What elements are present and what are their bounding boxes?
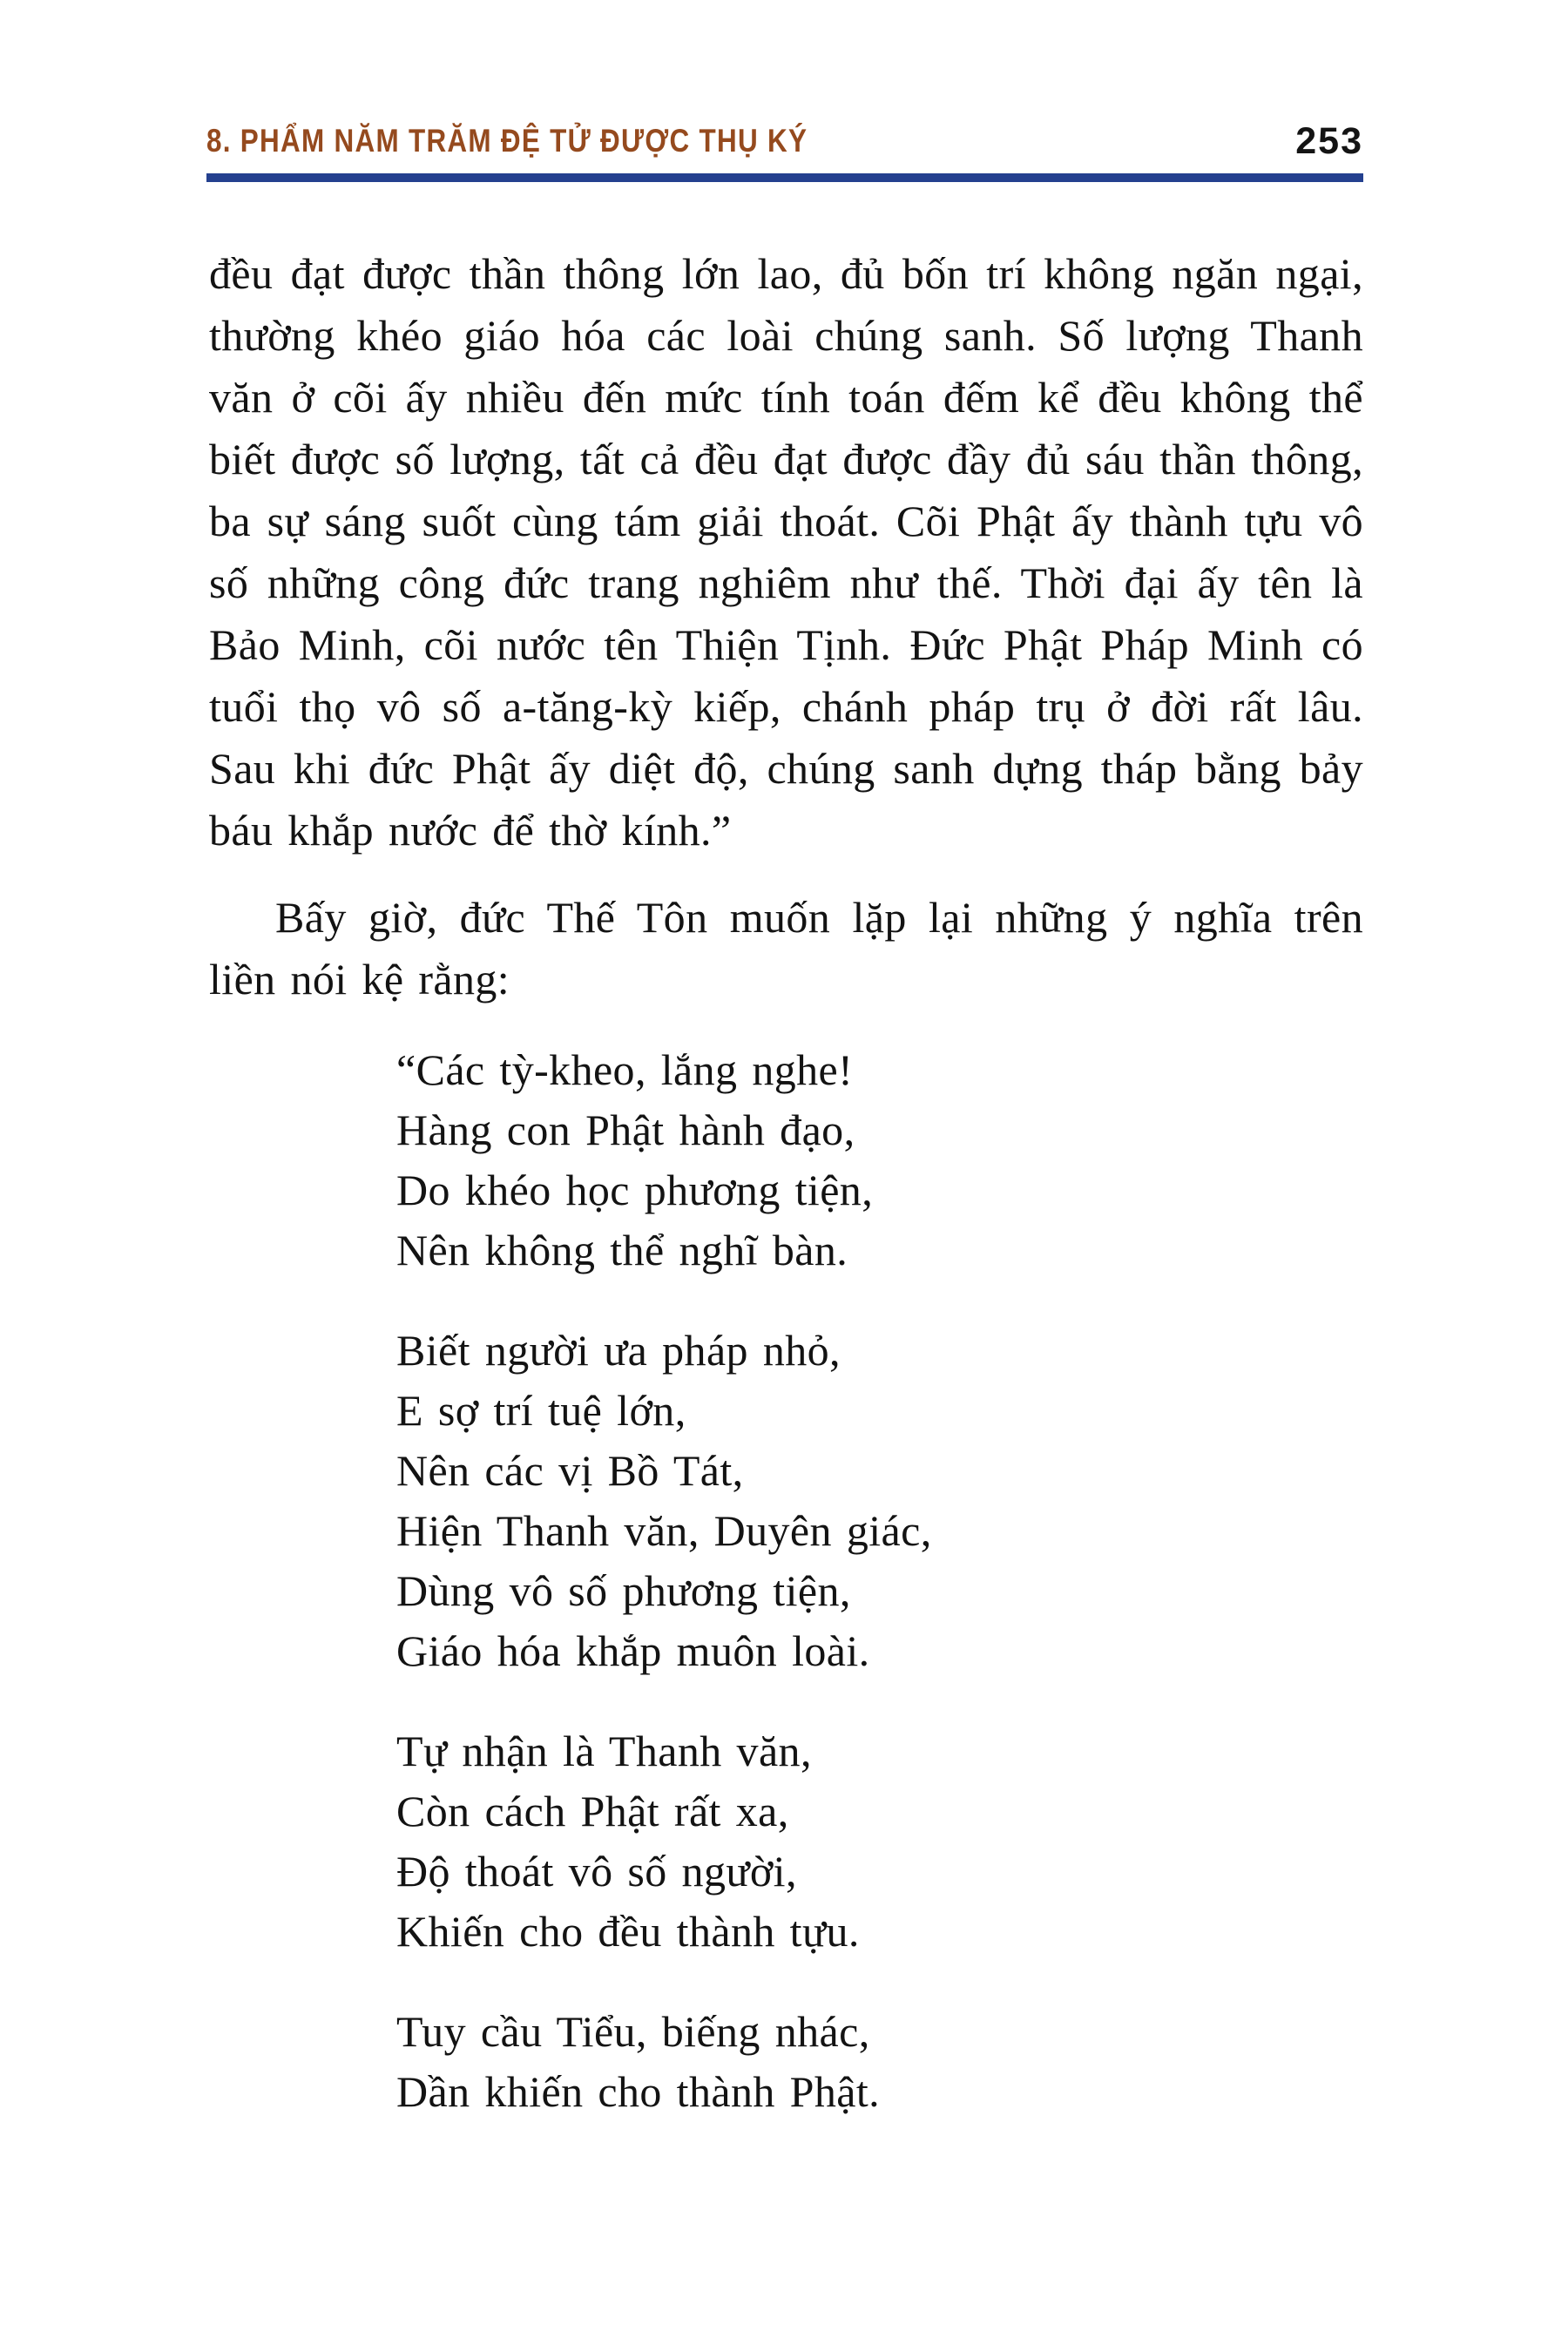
body-paragraph: đều đạt được thần thông lớn lao, đủ bốn trí không ngăn ngại, thường khéo giáo hóa các loài chúng sanh. Số lượng Thanh văn ở cõi ấy nhiều đến mức tính toán đếm kể đều không thể biết được số lượng, tất cả đều đạt được đầy đủ sáu thần thông, ba sự sáng suốt cùng tám giải thoát. Cõi Phật ấy thành tựu vô số những công đức trang nghiêm như thế. Thời đại ấy tên là Bảo Minh, cõi nước tên Thiện Tịnh. Đức Phật Pháp Minh có tuổi thọ vô số a-tăng-kỳ kiếp, chánh pháp trụ ở đời rất lâu. Sau khi đức Phật ấy diệt độ, chúng sanh dựng tháp bằng bảy báu khắp nước để thờ kính.” <box>209 249 1363 855</box>
verse-line: Do khéo học phương tiện, <box>396 1166 874 1214</box>
body-paragraph: Bấy giờ, đức Thế Tôn muốn lặp lại những ý nghĩa trên liền nói kệ rằng: <box>209 893 1363 1004</box>
paragraphs-container <box>209 243 1363 1010</box>
verse-stanza <box>396 1321 1363 1681</box>
page-header <box>206 120 1363 163</box>
verse-stanza <box>396 1721 1363 1962</box>
verse-line: Nên các vị Bồ Tát, <box>396 1446 744 1495</box>
verse-line: Còn cách Phật rất xa, <box>396 1787 789 1835</box>
verse-line: Hàng con Phật hành đạo, <box>396 1105 855 1154</box>
verse-line: Giáo hóa khắp muôn loài. <box>396 1626 870 1675</box>
verse-stanza <box>396 2002 1363 2122</box>
verse-line: Dùng vô số phương tiện, <box>396 1566 851 1615</box>
verse-line: Khiến cho đều thành tựu. <box>396 1907 860 1956</box>
chapter-title: 8. PHẨM NĂM TRĂM ĐỆ TỬ ĐƯỢC THỤ KÝ <box>206 123 808 159</box>
verse-line: Nên không thể nghĩ bàn. <box>396 1226 848 1274</box>
verse-line: Tự nhận là Thanh văn, <box>396 1727 812 1775</box>
verse-line: Tuy cầu Tiểu, biếng nhác, <box>396 2007 870 2056</box>
verse-line: “Các tỳ-kheo, lắng nghe! <box>396 1045 854 1094</box>
page-body <box>209 243 1363 2122</box>
verse-line: Dần khiến cho thành Phật. <box>396 2067 881 2116</box>
verse-line: Biết người ưa pháp nhỏ, <box>396 1326 841 1375</box>
verse-line: Độ thoát vô số người, <box>396 1847 797 1896</box>
verse-stanza <box>396 1040 1363 1281</box>
header-rule <box>206 173 1363 182</box>
verse-line: Hiện Thanh văn, Duyên giác, <box>396 1506 932 1555</box>
page-number: 253 <box>1295 120 1363 163</box>
verse-line: E sợ trí tuệ lớn, <box>396 1386 686 1435</box>
verse-block <box>209 1040 1363 2122</box>
